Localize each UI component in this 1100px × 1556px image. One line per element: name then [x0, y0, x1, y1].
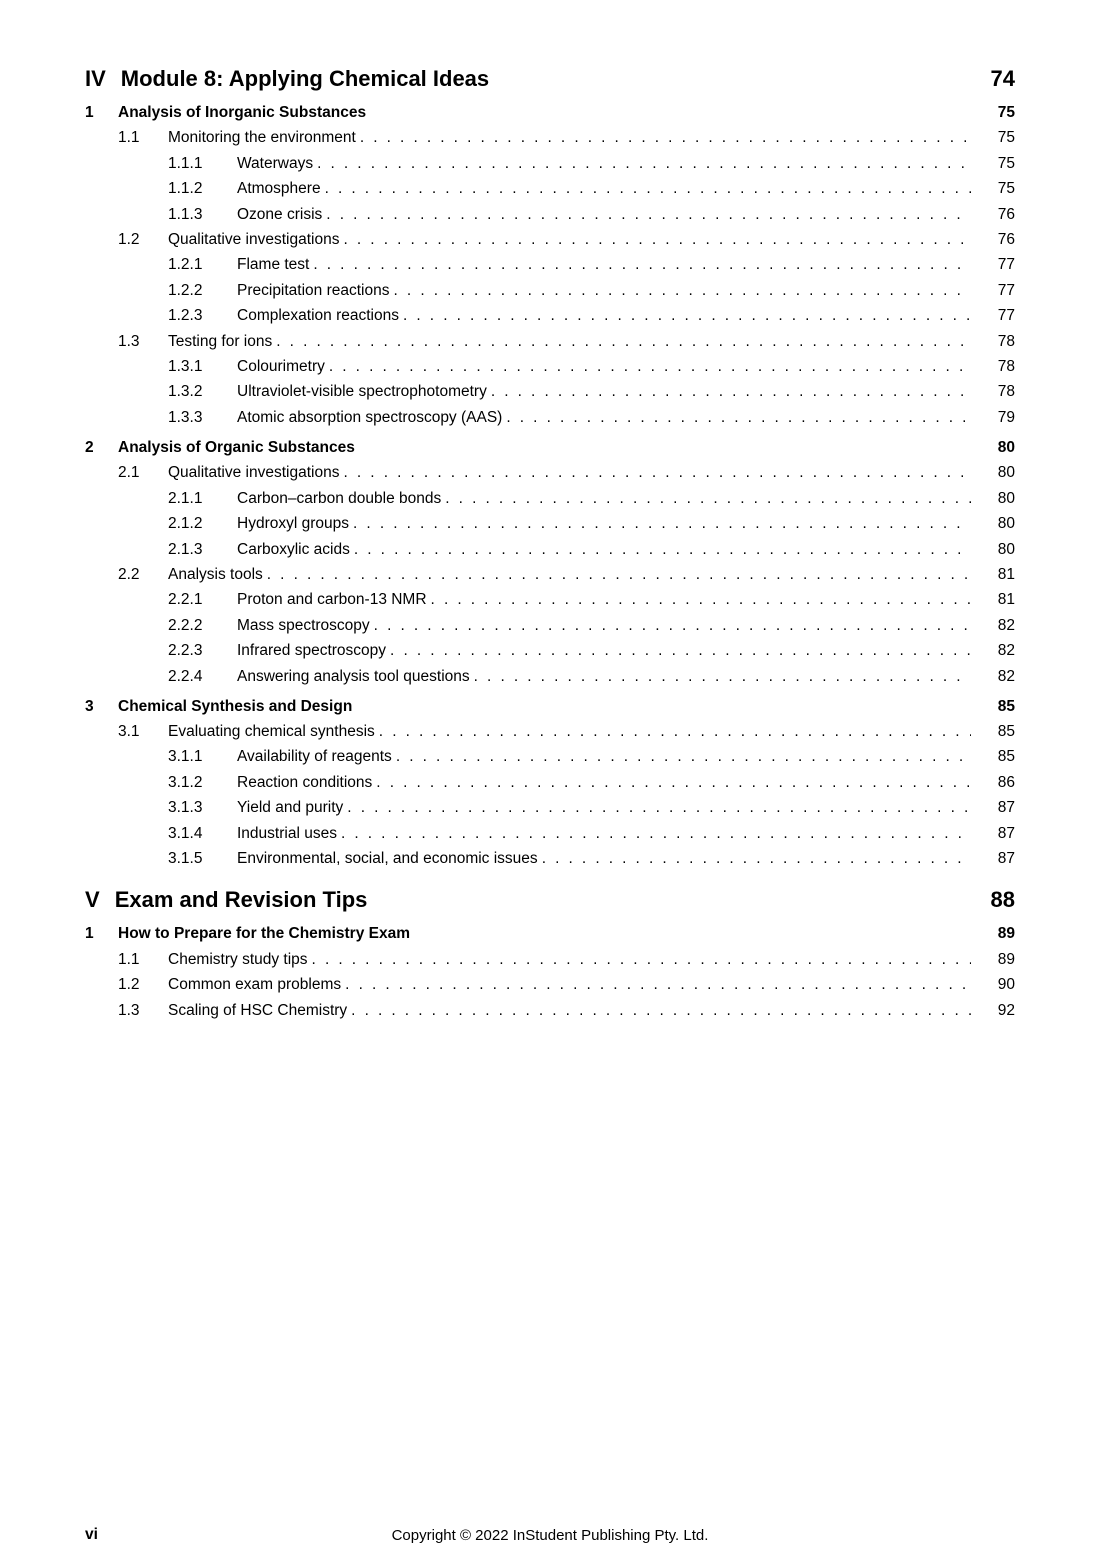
- toc-entry-page: 75: [997, 154, 1015, 172]
- dot-leader: [470, 664, 971, 689]
- toc-entry-title: Reaction conditions: [237, 773, 373, 791]
- dot-leader: [399, 303, 971, 328]
- toc-row[interactable]: [85, 64, 1015, 94]
- toc-entry-page: 82: [997, 642, 1015, 660]
- toc-entry-number: V: [85, 887, 100, 913]
- toc-entry-number: 1: [85, 104, 94, 121]
- toc-row[interactable]: [85, 562, 1015, 587]
- toc-entry-number: 1.2: [118, 231, 140, 249]
- toc-row[interactable]: [85, 379, 1015, 404]
- toc-row[interactable]: [85, 176, 1015, 201]
- toc-entry-page: 89: [997, 925, 1015, 943]
- toc-entry-number: 3.1.2: [168, 773, 203, 791]
- toc-entry-page: 81: [997, 591, 1015, 609]
- toc-entry-page: 77: [997, 256, 1015, 274]
- toc-row[interactable]: [85, 100, 1015, 125]
- dot-leader: [325, 354, 971, 379]
- toc-entry-number: 1.1.1: [168, 154, 203, 172]
- toc-entry-page: 78: [997, 358, 1015, 376]
- toc-entry-page: 89: [997, 950, 1015, 968]
- dot-leader: [390, 278, 972, 303]
- toc-row[interactable]: [85, 638, 1015, 663]
- toc-entry-number: 2.1.3: [168, 540, 203, 558]
- toc-entry-number: 3.1.3: [168, 799, 203, 817]
- toc-row[interactable]: [85, 537, 1015, 562]
- toc-entry-number: 1.1: [118, 950, 140, 968]
- toc-entry-title: Analysis of Organic Substances: [118, 438, 355, 456]
- toc-entry-title: Scaling of HSC Chemistry: [168, 1001, 348, 1019]
- toc-row[interactable]: [85, 202, 1015, 227]
- toc-entry-number: 2: [85, 438, 94, 456]
- toc-entry-title: Qualitative investigations: [168, 231, 340, 249]
- toc-entry-page: 80: [997, 489, 1015, 507]
- toc-entry-page: 80: [997, 515, 1015, 533]
- toc-entry-page: 75: [997, 104, 1015, 121]
- toc-entry-title: Complexation reactions: [237, 307, 399, 325]
- toc-entry-page: 85: [997, 697, 1015, 715]
- toc-entry-title: Mass spectroscopy: [237, 616, 370, 634]
- toc-row[interactable]: [85, 694, 1015, 719]
- toc-entry-number: 3.1.4: [168, 824, 203, 842]
- toc-entry-page: 75: [997, 180, 1015, 198]
- toc-entry-title: Atomic absorption spectroscopy (AAS): [237, 408, 503, 426]
- dot-leader: [350, 537, 971, 562]
- toc-entry-title: Waterways: [237, 154, 314, 172]
- table-of-contents: [85, 64, 1015, 1023]
- dot-leader: [370, 613, 971, 638]
- toc-entry-title: Module 8: Applying Chemical Ideas: [120, 66, 490, 91]
- toc-row[interactable]: [85, 947, 1015, 972]
- toc-entry-page: 87: [997, 849, 1015, 867]
- toc-row[interactable]: [85, 921, 1015, 946]
- toc-entry-page: 78: [997, 383, 1015, 401]
- toc-entry-page: 80: [997, 464, 1015, 482]
- toc-entry-number: 1.3.2: [168, 383, 203, 401]
- dot-leader: [313, 151, 971, 176]
- toc-entry-page: 85: [997, 748, 1015, 766]
- toc-entry-number: 1: [85, 925, 94, 943]
- toc-entry-page: 74: [990, 66, 1015, 91]
- toc-entry-number: 2.2: [118, 565, 140, 583]
- toc-entry-page: 90: [997, 976, 1015, 994]
- dot-leader: [487, 379, 971, 404]
- toc-entry-page: 78: [997, 332, 1015, 350]
- toc-entry-number: 1.3.1: [168, 358, 203, 376]
- toc-entry-title: How to Prepare for the Chemistry Exam: [118, 925, 410, 943]
- toc-row[interactable]: [85, 770, 1015, 795]
- dot-leader: [309, 252, 971, 277]
- dot-leader: [349, 511, 971, 536]
- dot-leader: [337, 821, 971, 846]
- dot-leader: [321, 176, 971, 201]
- toc-entry-title: Industrial uses: [237, 824, 337, 842]
- page-footer: [85, 1522, 1015, 1544]
- toc-row[interactable]: [85, 125, 1015, 150]
- toc-entry-title: Testing for ions: [168, 332, 273, 350]
- dot-leader: [372, 770, 971, 795]
- toc-row[interactable]: [85, 329, 1015, 354]
- toc-entry-number: 2.2.3: [168, 642, 203, 660]
- toc-row[interactable]: [85, 998, 1015, 1023]
- toc-row[interactable]: [85, 587, 1015, 612]
- toc-entry-title: Exam and Revision Tips: [114, 887, 368, 913]
- toc-entry-title: Common exam problems: [168, 976, 342, 994]
- toc-entry-title: Carbon–carbon double bonds: [237, 489, 442, 507]
- dot-leader: [263, 562, 971, 587]
- toc-entry-title: Hydroxyl groups: [237, 515, 349, 533]
- toc-entry-number: 2.2.4: [168, 667, 203, 685]
- dot-leader: [356, 125, 971, 150]
- toc-row[interactable]: [85, 664, 1015, 689]
- toc-row[interactable]: [85, 885, 1015, 915]
- toc-row[interactable]: [85, 613, 1015, 638]
- toc-entry-title: Precipitation reactions: [237, 281, 390, 299]
- toc-entry-number: 3.1: [118, 722, 140, 740]
- toc-entry-number: 2.2.1: [168, 591, 203, 609]
- toc-entry-title: Chemical Synthesis and Design: [118, 697, 353, 715]
- toc-entry-number: 1.1: [118, 129, 140, 147]
- toc-entry-number: IV: [85, 66, 106, 91]
- toc-entry-title: Chemistry study tips: [168, 950, 308, 968]
- toc-entry-number: 3.1.5: [168, 849, 203, 867]
- toc-row[interactable]: [85, 278, 1015, 303]
- toc-entry-page: 88: [990, 887, 1015, 913]
- toc-entry-page: 85: [997, 722, 1015, 740]
- toc-row[interactable]: [85, 511, 1015, 536]
- toc-entry-number: 2.1: [118, 464, 140, 482]
- toc-entry-number: 2.2.2: [168, 616, 203, 634]
- toc-row[interactable]: [85, 227, 1015, 252]
- toc-entry-page: 86: [997, 773, 1015, 791]
- toc-entry-title: Ultraviolet-visible spectrophotometry: [237, 383, 487, 401]
- dot-leader: [386, 638, 971, 663]
- toc-entry-number: 1.2: [118, 976, 140, 994]
- toc-entry-page: 87: [997, 824, 1015, 842]
- toc-row[interactable]: [85, 460, 1015, 485]
- toc-entry-number: 1.2.3: [168, 307, 203, 325]
- toc-entry-page: 81: [997, 565, 1015, 583]
- toc-row[interactable]: [85, 303, 1015, 328]
- footer-copyright: Copyright © 2022 InStudent Publishing Pty. Ltd.: [391, 1527, 709, 1544]
- dot-leader: [441, 486, 971, 511]
- toc-entry-title: Evaluating chemical synthesis: [168, 722, 375, 740]
- toc-entry-title: Yield and purity: [237, 799, 344, 817]
- toc-entry-title: Infrared spectroscopy: [237, 642, 387, 660]
- toc-entry-title: Monitoring the environment: [168, 129, 356, 147]
- toc-row[interactable]: [85, 846, 1015, 871]
- dot-leader: [339, 227, 971, 252]
- toc-entry-page: 87: [997, 799, 1015, 817]
- toc-entry-page: 92: [997, 1001, 1015, 1019]
- dot-leader: [538, 846, 971, 871]
- toc-entry-page: 77: [997, 281, 1015, 299]
- toc-entry-page: 79: [997, 408, 1015, 426]
- toc-entry-number: 1.3: [118, 332, 140, 350]
- dot-leader: [347, 998, 971, 1023]
- toc-entry-title: Analysis of Inorganic Substances: [118, 104, 367, 121]
- dot-leader: [343, 795, 971, 820]
- dot-leader: [341, 972, 971, 997]
- toc-entry-title: Flame test: [237, 256, 310, 274]
- toc-entry-number: 3.1.1: [168, 748, 203, 766]
- toc-row[interactable]: [85, 744, 1015, 769]
- toc-entry-number: 1.3: [118, 1001, 140, 1019]
- toc-entry-page: 75: [997, 129, 1015, 147]
- toc-entry-title: Proton and carbon-13 NMR: [237, 591, 427, 609]
- toc-entry-title: Colourimetry: [237, 358, 325, 376]
- toc-entry-title: Ozone crisis: [237, 205, 323, 223]
- toc-entry-number: 2.1.1: [168, 489, 203, 507]
- toc-entry-page: 77: [997, 307, 1015, 325]
- toc-row[interactable]: [85, 821, 1015, 846]
- toc-row[interactable]: [85, 795, 1015, 820]
- toc-entry-number: 2.1.2: [168, 515, 203, 533]
- toc-entry-title: Carboxylic acids: [237, 540, 350, 558]
- dot-leader: [375, 719, 971, 744]
- dot-leader: [502, 405, 971, 430]
- toc-entry-title: Availability of reagents: [237, 748, 392, 766]
- toc-entry-title: Analysis tools: [168, 565, 263, 583]
- dot-leader: [272, 329, 971, 354]
- toc-row[interactable]: [85, 972, 1015, 997]
- toc-entry-title: Environmental, social, and economic issues: [237, 849, 538, 867]
- footer-page-number: vi: [85, 1526, 98, 1543]
- toc-row[interactable]: [85, 252, 1015, 277]
- toc-entry-page: 76: [997, 205, 1015, 223]
- toc-entry-page: 80: [997, 540, 1015, 558]
- toc-entry-page: 82: [997, 616, 1015, 634]
- dot-leader: [322, 202, 971, 227]
- toc-entry-number: 3: [85, 697, 94, 715]
- toc-row[interactable]: [85, 151, 1015, 176]
- dot-leader: [392, 744, 971, 769]
- dot-leader: [308, 947, 971, 972]
- toc-entry-title: Qualitative investigations: [168, 464, 340, 482]
- dot-leader: [339, 460, 971, 485]
- toc-row[interactable]: [85, 405, 1015, 430]
- toc-row[interactable]: [85, 486, 1015, 511]
- toc-entry-title: Answering analysis tool questions: [237, 667, 470, 685]
- toc-entry-number: 1.3.3: [168, 408, 203, 426]
- toc-row[interactable]: [85, 719, 1015, 744]
- toc-entry-page: 82: [997, 667, 1015, 685]
- toc-entry-page: 80: [997, 438, 1015, 456]
- toc-row[interactable]: [85, 435, 1015, 460]
- toc-entry-number: 1.1.3: [168, 205, 203, 223]
- toc-entry-page: 76: [997, 231, 1015, 249]
- toc-entry-title: Atmosphere: [237, 180, 321, 198]
- toc-entry-number: 1.2.1: [168, 256, 203, 274]
- toc-row[interactable]: [85, 354, 1015, 379]
- dot-leader: [427, 587, 971, 612]
- toc-entry-number: 1.1.2: [168, 180, 203, 198]
- toc-entry-number: 1.2.2: [168, 281, 203, 299]
